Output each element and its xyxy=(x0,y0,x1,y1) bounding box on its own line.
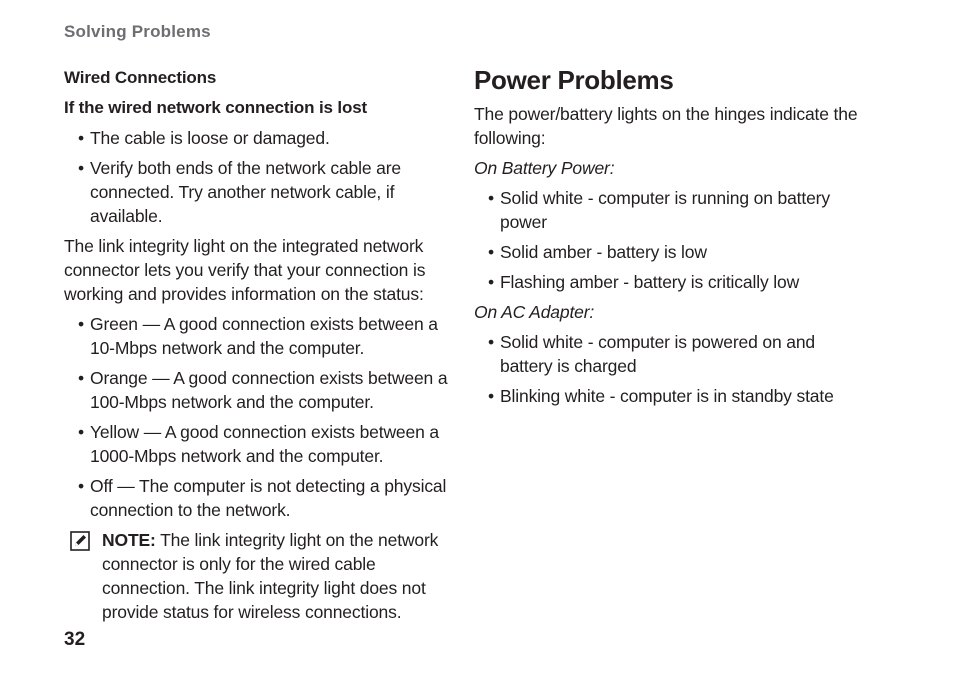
list-item: • Green — A good connection exists between a 10-Mbps network and the computer. xyxy=(64,312,454,360)
battery-status-list xyxy=(474,186,864,294)
list-item: • Solid amber - battery is low xyxy=(474,240,864,264)
section-header: Solving Problems xyxy=(64,22,211,41)
cause-list xyxy=(64,126,454,228)
list-item: • Flashing amber - battery is critically low xyxy=(474,270,864,294)
list-item: • Off — The computer is not detecting a physical connection to the network. xyxy=(64,474,454,522)
note-text: The link integrity light on the network connector is only for the wired cable connection. The link integrity light does not provide status for wireless connections. xyxy=(102,530,439,622)
list-item: • Solid white - computer is powered on and battery is charged xyxy=(474,330,864,378)
right-column xyxy=(474,64,864,414)
battery-power-label: On Battery Power: xyxy=(474,158,615,178)
list-item: • The cable is loose or damaged. xyxy=(64,126,454,150)
list-item: • Verify both ends of the network cable are connected. Try another network cable, if available. xyxy=(64,156,454,228)
list-item: • Blinking white - computer is in standby state xyxy=(474,384,864,408)
status-list xyxy=(64,312,454,522)
power-problems-title: Power Problems xyxy=(474,65,674,95)
note-block xyxy=(64,528,454,624)
ac-status-list xyxy=(474,330,864,408)
connection-lost-subheading: If the wired network connection is lost xyxy=(64,98,368,117)
note-label: NOTE: xyxy=(102,530,156,550)
ac-adapter-label: On AC Adapter: xyxy=(474,302,595,322)
list-item: • Yellow — A good connection exists between a 1000-Mbps network and the computer. xyxy=(64,420,454,468)
power-intro: The power/battery lights on the hinges indicate the following: xyxy=(474,104,858,148)
list-item: • Orange — A good connection exists between a 100-Mbps network and the computer. xyxy=(64,366,454,414)
link-light-intro: The link integrity light on the integrated network connector lets you verify that your connection is working and provides information on the status: xyxy=(64,236,426,304)
wired-connections-heading: Wired Connections xyxy=(64,68,217,87)
pencil-note-icon xyxy=(70,531,90,551)
left-column xyxy=(64,66,454,624)
list-item: • Solid white - computer is running on battery power xyxy=(474,186,864,234)
page-number: 32 xyxy=(64,629,86,650)
